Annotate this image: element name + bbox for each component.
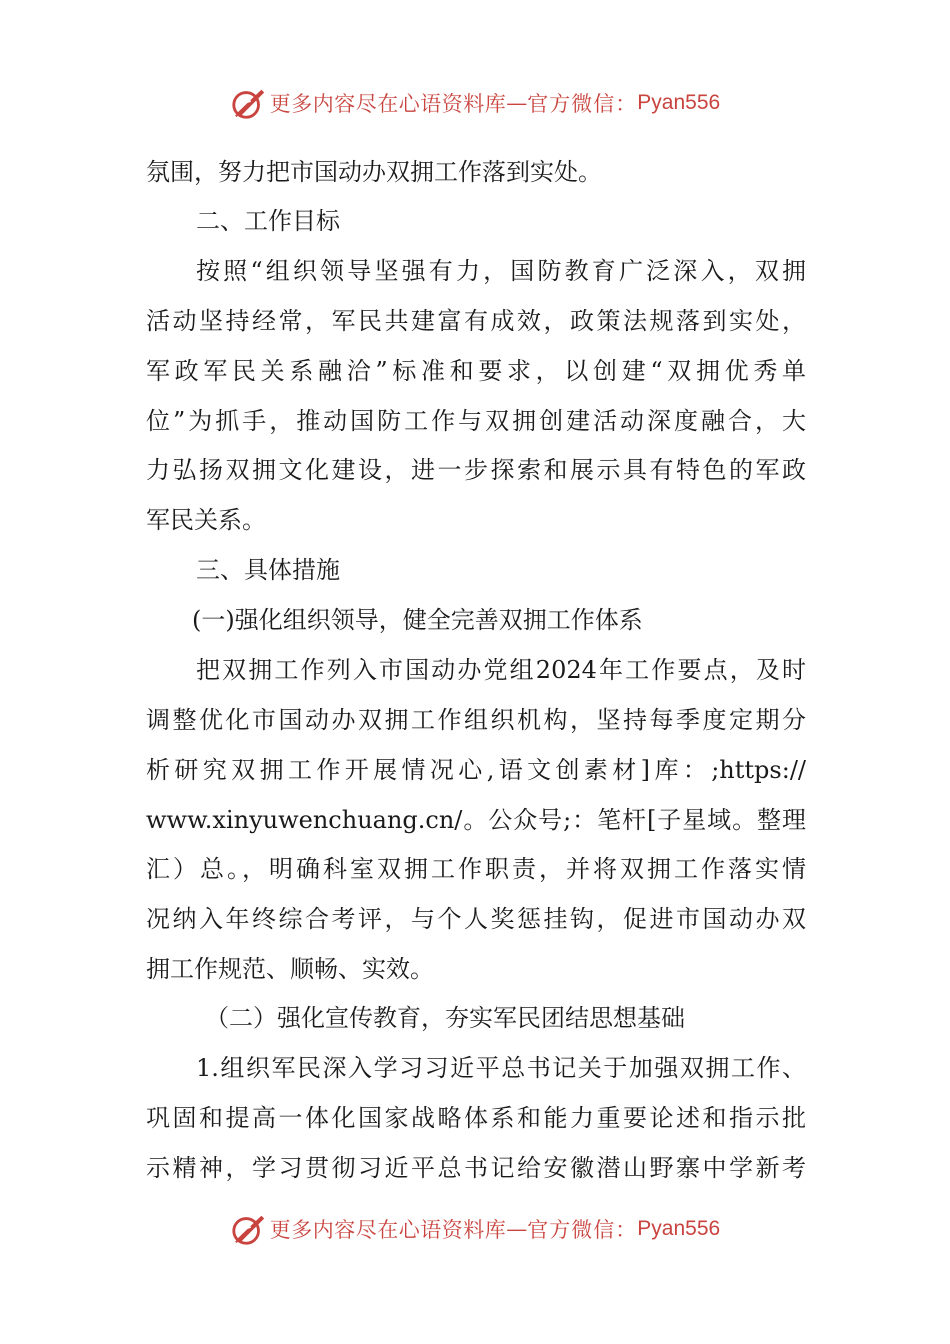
header-wechat-label: 官方微信： [527,92,638,116]
body-line-21: 示精神，学习贯彻习近平总书记给安徽潜山野寨中学新考 [146,1154,806,1182]
body-line-16: 况纳入年终综合考评，与个人奖惩挂钩，促进市国动办双 [146,905,806,933]
body-line-15: 汇）总。，明确科室双拥工作职责，并将双拥工作落实情 [146,855,806,883]
section-heading-3: 三、具体措施 [196,556,340,584]
body-line-20: 巩固和提高一体化国家战略体系和能力重要论述和指示批 [146,1104,806,1132]
footer-wechat-id: Pyan556 [637,1217,721,1240]
footer-wechat-label: 官方微信： [527,1218,638,1242]
body-line-12: 调整优化市国动办双拥工作组织机构，坚持每季度定期分 [146,706,806,734]
header-separator: — [506,91,528,115]
body-line-8: 军民关系。 [146,506,266,534]
body-line-14: www.xinyuwenchuang.cn/。公众号;：笔杆[子星域。整理 [146,806,806,834]
footer-banner [0,1209,950,1249]
body-line-5: 军政军民关系融洽”标准和要求，以创建“双拥优秀单 [146,357,806,385]
subsection-heading-2: （二）强化宣传教育，夯实军民团结思想基础 [205,1004,685,1032]
section-heading-2: 二、工作目标 [196,207,340,235]
quill-logo-icon [230,84,268,122]
body-line-19: 1.组织军民深入学习习近平总书记关于加强双拥工作、 [196,1054,806,1082]
quill-logo-icon [230,1210,268,1248]
subsection-heading-1: (一)强化组织领导，健全完善双拥工作体系 [192,606,643,634]
header-brand: 更多内容尽在心语资料库 [269,92,507,116]
footer-brand: 更多内容尽在心语资料库 [269,1218,507,1242]
body-line-11: 把双拥工作列入市国动办党组2024年工作要点，及时 [196,656,806,684]
body-line-6: 位”为抓手，推动国防工作与双拥创建活动深度融合，大 [146,407,806,435]
body-line-4: 活动坚持经常，军民共建富有成效，政策法规落到实处， [146,307,806,335]
body-line-3: 按照“组织领导坚强有力，国防教育广泛深入，双拥 [196,257,806,285]
body-line-13: 析研究双拥工作开展情况心,语文创素材]库：;https:// [146,756,806,784]
body-line-1: 氛围，努力把市国动办双拥工作落到实处。 [146,158,602,186]
body-line-7: 力弘扬双拥文化建设，进一步探索和展示具有特色的军政 [146,456,806,484]
body-line-17: 拥工作规范、顺畅、实效。 [146,955,434,983]
header-wechat-id: Pyan556 [637,91,721,114]
footer-separator: — [506,1217,528,1241]
header-banner [0,83,950,123]
